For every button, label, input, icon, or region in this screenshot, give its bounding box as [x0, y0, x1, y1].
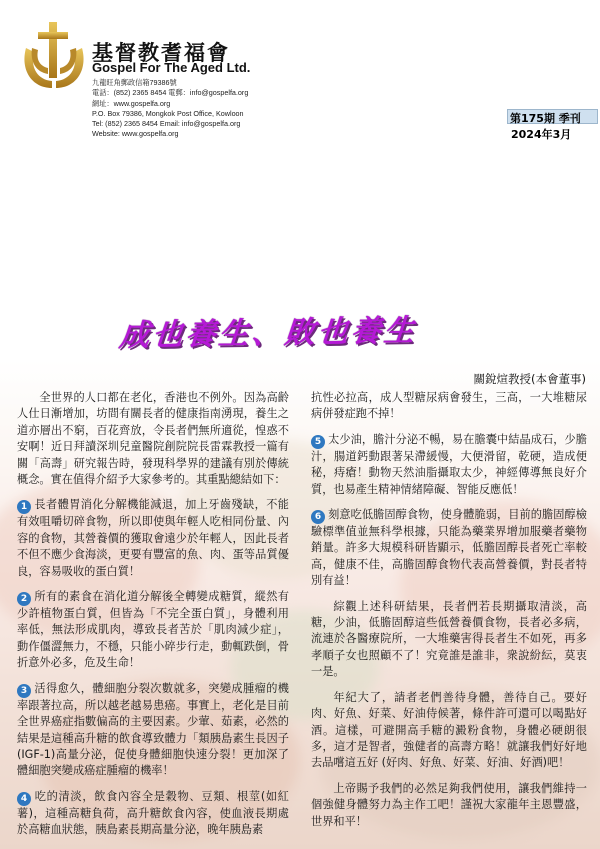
number-badge-icon: 5 [311, 435, 325, 449]
left-text-column [17, 390, 289, 848]
numbered-paragraph [311, 507, 587, 590]
number-badge-icon: 3 [17, 684, 31, 698]
paragraph [311, 599, 587, 681]
paragraph-text: 長者體胃消化分解機能減退，加上牙齒殘缺，不能有效咀嚼切碎食物，所以即使與年輕人吃相同份量、內容的食物，其營養價的獲取會遠少於年輕人，因此長者不但不應少食海淡，更要有豐富的魚、肉、蛋等品質優良，容易吸收的蛋白質！ [17, 498, 289, 578]
right-text-column [311, 390, 587, 839]
paragraph-text: 上帝賜予我們的必然足夠我們使用，讓我們維持一個強健身體努力為主作工吧！謹祝大家龍年主恩豐盛，世界和平！ [311, 781, 587, 828]
paragraph [311, 390, 587, 423]
address-line: Tel: (852) 2365 8454 Email: info@gospelfa.org [92, 119, 241, 129]
address-line: P.O. Box 79386, Mongkok Post Office, Kowloon [92, 108, 244, 118]
paragraph-text: 吃的清淡，飲食內容全是穀物、豆類、根莖(如紅薯)，這種高糖負荷，高升糖飲食內容，使血液長期處於高糖血狀態，胰島素長期高量分泌，晚年胰島素 [17, 789, 289, 837]
paragraph [17, 390, 289, 488]
paragraph-text: 抗性必拉高，成人型糖尿病會發生，三高，一大堆糖尿病併發症跑不掉！ [311, 391, 587, 421]
organization-name-english: Gospel For The Aged Ltd. [92, 60, 251, 75]
number-badge-icon: 6 [311, 510, 325, 524]
paragraph-text: 太少油，膽汁分泌不暢，易在膽囊中結晶成石，少膽汁，腸道鈣動跟著呆滯緩慢，大便滑留，乾硬，造成便秘，痔瘡！動物天然油脂攝取太少，神經傳導無良好介質，也易產生精神情緒障礙、智能反應低！ [311, 432, 587, 496]
contact-address-block [92, 78, 248, 140]
address-line: 電話：(852) 2365 8454 電郵：info@gospelfa.org [92, 88, 249, 98]
paragraph-text: 綜觀上述科研結果，長者們若長期攝取清淡，高糖，少油，低膽固醇這些低營養價食物，長者必多病，流連於各醫療院所，一大堆藥害得長者生不如死，再多孝順子女也照顧不了！究竟誰是誰非，衆說紛紜，莫衷一是。 [311, 599, 587, 679]
paragraph [311, 690, 587, 772]
article-author: 關銳煊教授(本會董事) [473, 372, 586, 386]
issue-date: 2024年3月 [511, 128, 572, 141]
organization-name-chinese: 基督教耆福會 [92, 40, 230, 65]
paragraph-text: 年紀大了，請者老們善待身體，善待自己。要好肉、好魚、好菜、好油侍候著，條件許可還可以喝點好酒。這樣，可避開高手糖的澱粉食物，身體必硬朗很多，這才是智者，強健者的高壽方略！就讓我們好好地去品嚐這五好 (好肉、好魚、好菜、好油、好酒)吧！ [311, 690, 587, 770]
numbered-paragraph [17, 681, 289, 780]
address-line: 網址：www.gospelfa.org [92, 98, 171, 108]
paragraph [311, 781, 587, 830]
paragraph-text: 活得愈久，體細胞分裂次數就多，突變成腫瘤的機率跟著拉高，所以越老越易患癌。事實上，老化是目前全世界癌症指數偏高的主要因素。少葷、茹素，必然的結果是這種高升糖的飲食導致體力「類胰島素生長因子(IGF-1)高量分泌，促使身體細胞快速分裂！更加深了體細胞突變成癌症腫瘤的機率！ [17, 681, 289, 778]
paragraph-text: 刻意吃低膽固醇食物，使身體脆弱，目前的膽固醇檢驗標準值並無科學根據，只能為藥業界增加服藥者藥物銷量。許多大規模科研皆顯示，低膽固醇長者死亡率較高，健康不佳，高膽固醇食物代表高營養價，對長者特別有益！ [311, 508, 587, 588]
number-badge-icon: 1 [17, 500, 31, 514]
number-badge-icon: 2 [17, 592, 31, 606]
article-title-block [117, 300, 480, 360]
address-line: Website: www.gospelfa.org [92, 129, 179, 139]
numbered-paragraph [17, 589, 289, 672]
numbered-paragraph [17, 497, 289, 580]
numbered-paragraph [311, 432, 587, 498]
paragraph-text: 全世界的人口都在老化，香港也不例外。因為高齡人仕日漸增加，坊間有關長者的健康指南湧現，養生之道亦層出不窮，百花齊放，令長者們無所適從，惶惑不安啊！近日拜讀深圳兒童醫院創院院長雷霖教授一篇有關「高壽」研究報告時，發現科學界的建議有別於傳統概念。實在值得介紹予大家參考的。其重點總結如下： [17, 391, 289, 487]
numbered-paragraph [17, 789, 289, 839]
issue-number: 第175期 季刊 [510, 112, 581, 125]
article-title: 成也養生、敗也養生 [117, 313, 419, 354]
cross-hands-logo-icon [18, 18, 90, 96]
paragraph-text: 所有的素食在消化道分解後全轉變成糖質，縱然有少許植物蛋白質，但皆為「不完全蛋白質」，身體利用率低，無法形成肌肉，導致長者苦於「肌肉減少症」，動作僵澀無力，不穩，只能小碎步行走，動輒跌倒，骨折意外必多，危及生命！ [17, 590, 289, 670]
number-badge-icon: 4 [17, 792, 31, 806]
address-line: 九龍旺角郵政信箱79386號 [92, 78, 177, 87]
